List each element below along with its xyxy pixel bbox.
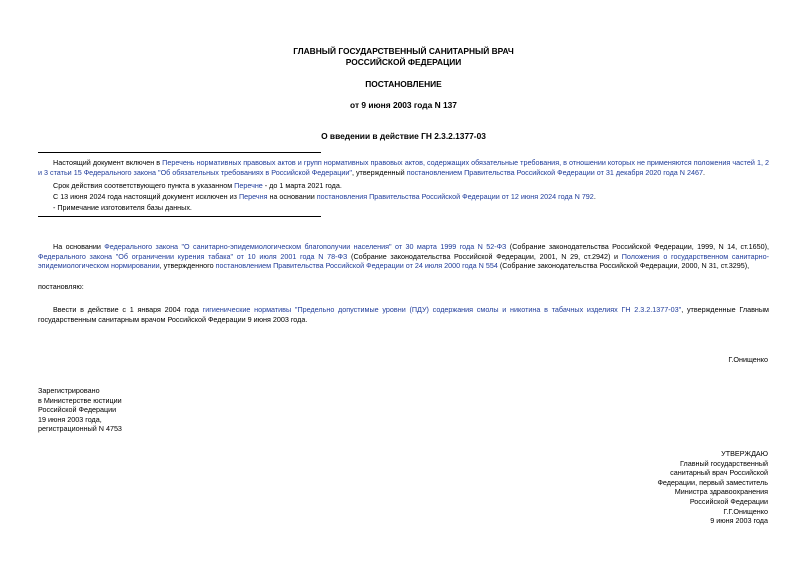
approval-line: Г.Г.Онищенко <box>723 506 768 516</box>
signature: Г.Онищенко <box>728 355 768 364</box>
document-type: ПОСТАНОВЛЕНИЕ <box>365 79 442 89</box>
link-regulation-sanitary-norming[interactable]: Положения о государственном санитарно-эпидемиологическом нормировании <box>38 251 769 271</box>
approval-line: УТВЕРЖДАЮ <box>721 449 768 458</box>
approval-line: Главный государственный <box>680 458 768 468</box>
approval-line: Российской Федерации <box>689 496 768 506</box>
approval-line: Федерации, первый заместитель <box>657 477 768 487</box>
link-list-of-acts[interactable]: Перечень нормативных правовых актов и групп нормативных правовых актов, содержащих обязательные требования, в отношении которых не применяются положения частей 1, 2 и 3 статьи 15 Федерального закона "Об обязательных требованиях в Российской Федерации" <box>38 158 769 177</box>
notice-paragraph-3: С 13 июня 2024 года настоящий документ исключен из Перечня на основании постановления Правительства Российской Федерации от 12 июня 2024 года N 792. <box>53 192 596 201</box>
link-list-2[interactable]: Перечня <box>238 192 268 201</box>
registration-block <box>38 386 238 434</box>
link-government-decree-792[interactable]: постановления Правительства Российской Федерации от 12 июня 2024 года N 792 <box>316 192 594 201</box>
resolve-word: постановляю: <box>38 282 84 291</box>
notice-paragraph-2: Срок действия соответствующего пункта в указанном Перечне - до 1 марта 2021 года. <box>53 181 342 190</box>
link-hygienic-standards[interactable]: гигиенические нормативы "Предельно допустимые уровни (ПДУ) содержания смолы и никотина в табачных изделиях ГН 2.3.2.1377-03" <box>202 305 682 314</box>
document-subject: О введении в действие ГН 2.3.2.1377-03 <box>321 131 486 141</box>
issuer-line-2: РОССИЙСКОЙ ФЕДЕРАЦИИ <box>345 57 462 67</box>
approval-line: Министра здравоохранения <box>674 487 768 497</box>
approval-line: санитарный врач Российской <box>670 468 768 478</box>
link-list[interactable]: Перечне <box>234 181 263 190</box>
registration-line: Российской Федерации <box>38 405 117 415</box>
link-government-decree-2467[interactable]: постановлением Правительства Российской Федерации от 31 декабря 2020 года N 2467 <box>406 167 703 177</box>
body-paragraph-basis: На основании Федерального закона "О санитарно-эпидемиологическом благополучии населения" от 30 марта 1999 года N 52-ФЗ (Собрание законодательства Российской Федерации, 1999, N 14, ст.1650), Федерального закона "Об ограничении курения табака" от 10 июля 2001 года N 78-ФЗ (Собрание законодательства Российской Федерации, 2001, N 29, ст.2942) и Положения о государственном санитарно-эпидемиологическом нормировании, утвержденного постановлением Правительства Российской Федерации от 24 июля 2000 года N 554 (Собрание законодательства Российской Федерации, 2000, N 31, ст.3295), <box>38 242 769 271</box>
body-paragraph-enact: Ввести в действие с 1 января 2004 года гигиенические нормативы "Предельно допустимые уровни (ПДУ) содержания смолы и никотина в табачных изделиях ГН 2.3.2.1377-03", утвержденные Главным государственным санитарным врачом Российской Федерации 9 июня 2003 года. <box>38 305 769 324</box>
registration-line: 19 июня 2003 года, <box>38 414 102 424</box>
issuer-line-1: ГЛАВНЫЙ ГОСУДАРСТВЕННЫЙ САНИТАРНЫЙ ВРАЧ <box>293 46 514 56</box>
notice-bottom-rule <box>38 216 321 217</box>
registration-line: регистрационный N 4753 <box>38 424 122 434</box>
link-federal-law-52[interactable]: Федерального закона "О санитарно-эпидемиологическом благополучии населения" от 30 марта 1999 года N 52-ФЗ <box>104 242 507 251</box>
notice-editor-note: - Примечание изготовителя базы данных. <box>53 203 192 212</box>
approval-block <box>568 449 768 526</box>
notice-paragraph-1: Настоящий документ включен в Перечень нормативных правовых актов и групп нормативных правовых актов, содержащих обязательные требования, в отношении которых не применяются положения частей 1, 2 и 3 статьи 15 Федерального закона "Об обязательных требованиях в Российской Федерации", утвержденный постановлением Правительства Российской Федерации от 31 декабря 2020 года N 2467. <box>38 158 769 177</box>
document-date-number: от 9 июня 2003 года N 137 <box>350 100 457 110</box>
registration-line: Зарегистрировано <box>38 386 100 395</box>
approval-line: 9 июня 2003 года <box>710 516 768 526</box>
notice-top-rule <box>38 152 321 153</box>
link-government-decree-554[interactable]: постановлением Правительства Российской Федерации от 24 июля 2000 года N 554 <box>215 261 498 271</box>
registration-line: в Министерстве юстиции <box>38 395 122 405</box>
link-federal-law-78[interactable]: Федерального закона "Об ограничении курения табака" от 10 июля 2001 года N 78-ФЗ <box>38 251 348 261</box>
